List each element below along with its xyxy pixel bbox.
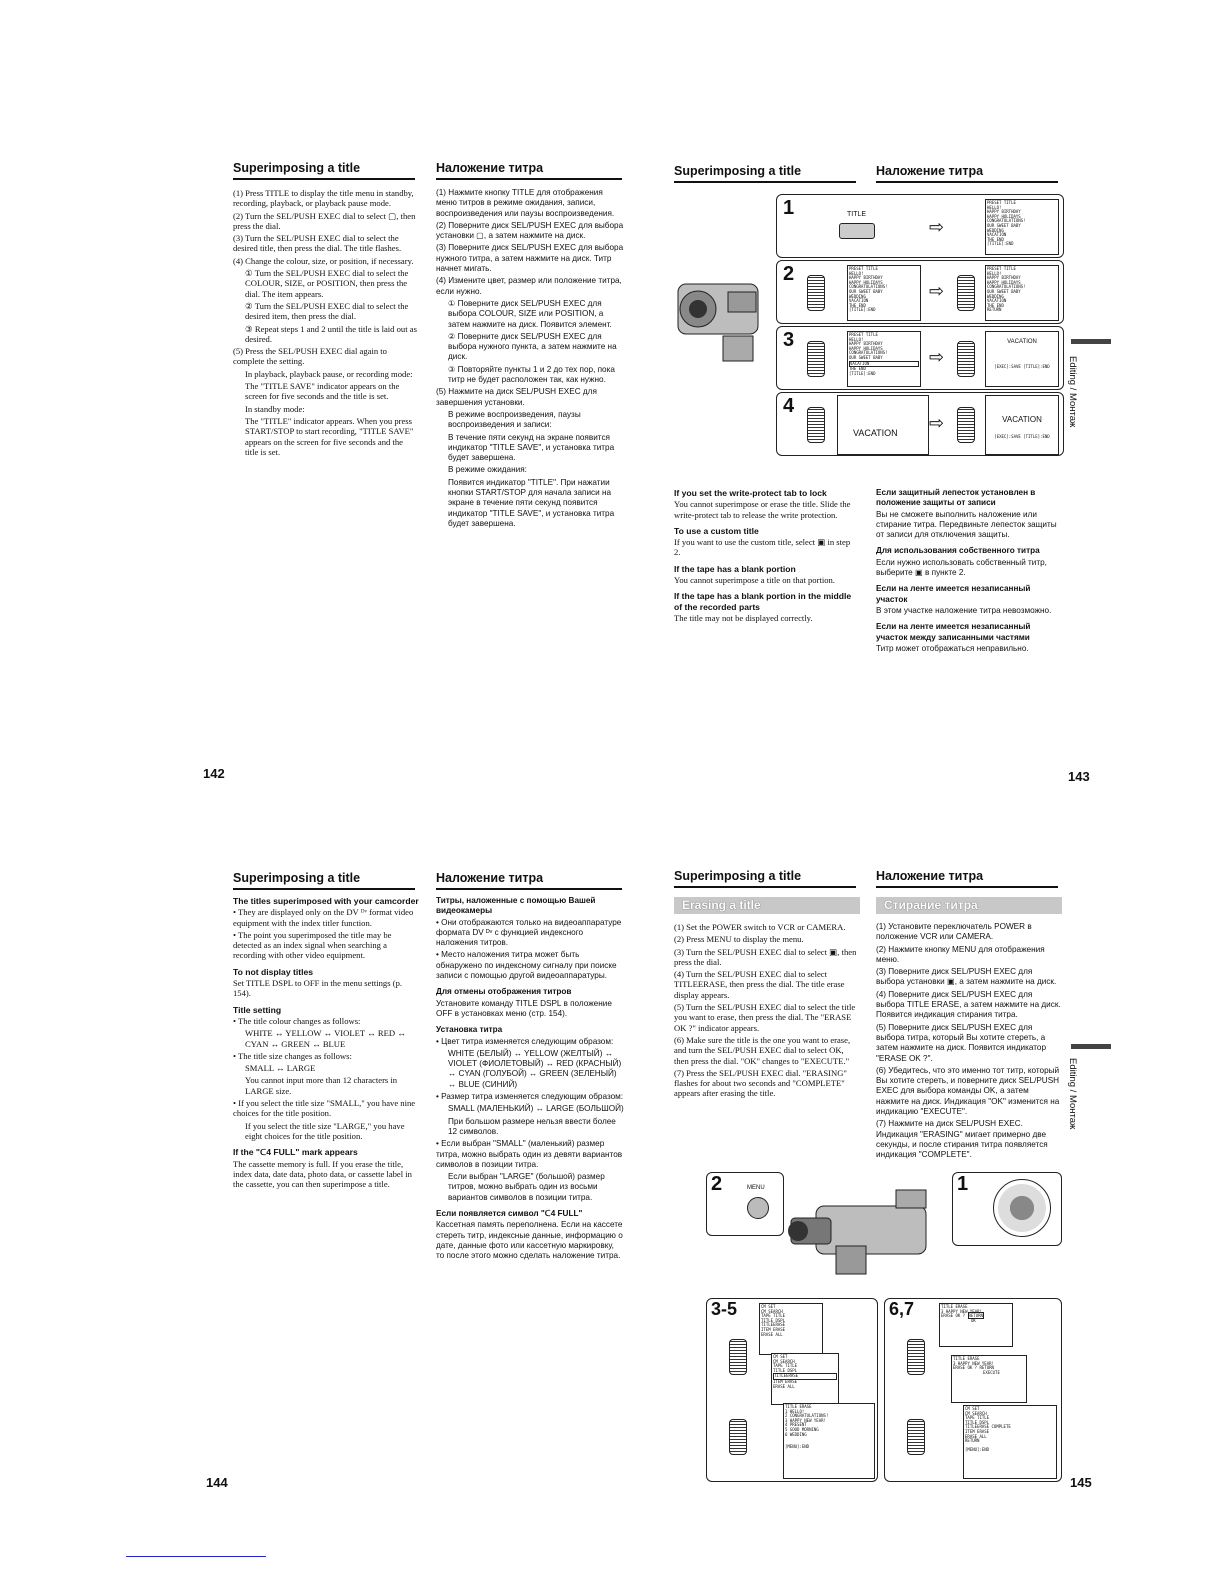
page-144-en-column — [233, 896, 419, 1191]
text-ru: SMALL (МАЛЕНЬКИЙ) ↔ LARGE (БОЛЬШОЙ) — [448, 1104, 624, 1114]
preset-title-screen-2: PRESET TITLE HELLO! HAPPY BIRTHDAY HAPPY HOLIDAYS CONGRATULATIONS! OUR SWEET BABY WEDDING VACATION THE END [TITLE]:END — [847, 265, 921, 321]
bottom-link-line — [126, 1556, 266, 1557]
text-ru: При большом размере нельзя ввести более 12 символов. — [448, 1116, 616, 1136]
note-text: You cannot superimpose a title on that portion. — [674, 575, 835, 586]
step-1: (1) Set the POWER switch to VCR or CAMERA. — [674, 922, 846, 932]
step-3-ru: (3) Поверните диск SEL/PUSH EXEC для выбора установки ▣, а затем нажмите на диск. — [876, 967, 1057, 987]
note-text: If you want to use the custom title, select ▣ in step 2. — [674, 537, 851, 558]
step-2-number: 2 — [783, 263, 795, 285]
step-1: (1) Press TITLE to display the title menu in standby, recording, playback, or playback pause mode. — [233, 188, 414, 209]
step-5-ru: (5) Нажмите на диск SEL/PUSH EXEC для завершения установки. — [436, 387, 597, 407]
page-144-header-ru: Наложение титра — [436, 871, 622, 890]
sel-push-exec-dial — [729, 1419, 747, 1455]
step-5-mode-a: In playback, playback pause, or recording mode: — [245, 368, 413, 379]
note-heading-ru: Если на ленте имеется незаписанный участок — [876, 584, 1031, 604]
text-ru: Если выбран "LARGE" (большой) размер титров, можно выбрать один из восьми вариантов символов в позиции титра. — [448, 1172, 605, 1202]
section-heading: To not display titles — [233, 966, 314, 977]
step-1-number: 1 — [783, 197, 795, 219]
step-3: (3) Turn the SEL/PUSH EXEC dial to select ▣, then press the dial. — [674, 946, 857, 967]
step-3: (3) Turn the SEL/PUSH EXEC dial to select the desired title, then press the dial. The title flashes. — [233, 233, 402, 254]
arrow-right-icon: ⇨ — [929, 217, 945, 238]
menu-button — [747, 1197, 769, 1219]
step-2-panel — [776, 260, 1064, 324]
bullet: • If you select the title size "SMALL," you have nine choices for the title position. — [233, 1098, 416, 1119]
step-4: (4) Turn the SEL/PUSH EXEC dial to select TITLEERASE, then press the dial. The title erase display appears. — [674, 969, 845, 1000]
steps-6-7-panel — [884, 1298, 1062, 1482]
bullet-ru: • Если выбран "SMALL" (маленький) размер титра, можно выбрать один из девяти вариантов символов в позиции титра. — [436, 1139, 623, 1169]
step-5-text-a-ru: В течение пяти секунд на экране появится индикатор "TITLE SAVE", и установка титра будет завершена. — [448, 432, 615, 463]
note-heading-ru: Если на ленте имеется незаписанный участок между записанными частями — [876, 622, 1031, 642]
arrow-right-icon: ⇨ — [929, 413, 945, 434]
step-5: (5) Press the SEL/PUSH EXEC dial again to complete the setting. — [233, 346, 387, 367]
preset-title-screen: PRESET TITLE HELLO! HAPPY BIRTHDAY HAPPY HOLIDAYS CONGRATULATIONS! OUR SWEET BABY WEDDING VACATION THE END [TITLE]:END — [985, 199, 1059, 255]
sel-push-exec-dial — [907, 1419, 925, 1455]
camcorder-illustration — [668, 264, 773, 369]
cm-set-menu-screen-2: CM SET CM SEARCH TAPE TITLE TITLE DSPL TITLEERASE ITEM ERASE ERASE ALL — [771, 1353, 839, 1405]
text: You cannot input more than 12 characters in LARGE size. — [245, 1075, 398, 1096]
page-142-header-en: Superimposing a title — [233, 161, 415, 180]
text: SMALL ↔ LARGE — [245, 1063, 316, 1074]
substep-2: ② Turn the SEL/PUSH EXEC dial to select the desired item, then press the dial. — [245, 300, 409, 322]
step-5-text-a: The "TITLE SAVE" indicator appears on the screen for five seconds and the title is set. — [245, 381, 400, 402]
step-1-panel — [776, 194, 1064, 258]
page-number-144: 144 — [206, 1475, 228, 1490]
bullet-ru: • Размер титра изменяется следующим образом: — [436, 1092, 624, 1102]
title-erase-list-screen: TITLE ERASE 1 HELLO! 2 CONGRATULATIONS! 3 HAPPY NEW YEAR! 4 PRESENT 5 GOOD MORNING 6 WEDDING [MENU]:END — [783, 1403, 875, 1479]
step-5: (5) Turn the SEL/PUSH EXEC dial to select the title you want to erase, then press the dial. The "ERASE OK ?" indicator appears. — [674, 1002, 856, 1033]
step-5-text-b-ru: Появится индикатор "TITLE". При нажатии кнопки START/STOP для начала записи на экране в течение пяти секунд появится индикатор "TITLE SAVE", и установка титра будет завершена. — [448, 477, 615, 528]
sel-push-exec-dial — [807, 407, 825, 443]
bullet: • The title size changes as follows: — [233, 1050, 352, 1061]
note-heading: If you set the write-protect tab to lock — [674, 488, 827, 498]
vacation-position-screen: VACATION — [837, 395, 929, 455]
step-3-panel — [776, 326, 1064, 390]
note-text: You cannot superimpose or erase the title. Slide the write-protect tab to release the write protection. — [674, 499, 851, 520]
step-7: (7) Press the SEL/PUSH EXEC dial. "ERASING" flashes for about two seconds and "COMPLETE" appears after erasing the title. — [674, 1067, 847, 1099]
title-button — [839, 223, 875, 239]
vacation-flash-screen: VACATION [EXEC]:SAVE [TITLE]:END — [985, 331, 1059, 387]
page-143-notes-ru — [876, 482, 1062, 656]
sel-push-exec-dial — [957, 341, 975, 377]
erasing-section-bar-en: Erasing a title — [674, 897, 860, 914]
vacation-saved-screen: VACATION [EXEC]:SAVE [TITLE]:END — [985, 395, 1059, 455]
section-heading: The titles superimposed with your camcorder — [233, 896, 419, 906]
sel-push-exec-dial — [957, 407, 975, 443]
note-heading-ru: Если защитный лепесток установлен в положение защиты от записи — [876, 488, 1036, 508]
section-heading-ru: Установка титра — [436, 1025, 503, 1035]
text: The cassette memory is full. If you erase the title, index data, date data, photo data, or cassette label in the cassette, you can then superimpose a title. — [233, 1158, 412, 1190]
text-ru: Установите команду TITLE DSPL в положение OFF в установках меню (стр. 154). — [436, 998, 612, 1018]
section-tab-marker — [1071, 339, 1111, 344]
step-4-ru: (4) Поверните диск SEL/PUSH EXEC для выбора TITLE ERASE, а затем нажмите на диск. Появится индикация стирания титра. — [876, 989, 1061, 1020]
step-5-text-b: The "TITLE" indicator appears. When you press START/STOP to start recording, "TITLE SAVE" appears on the screen for five seconds and the title is set. — [245, 415, 414, 457]
text: Set TITLE DSPL to OFF in the menu settings (p. 154). — [233, 978, 403, 999]
erase-execute-screen: TITLE ERASE 3 HAPPY NEW YEAR! ERASE OK ? RETURN EXECUTE — [951, 1355, 1027, 1403]
sel-push-exec-dial — [807, 341, 825, 377]
step-6-ru: (6) Убедитесь, что это именно тот титр, который Вы хотите стереть, и поверните диск SEL/PUSH EXEC для выбора команды OK, а затем нажмите на диск. Индикация "OK" изменится на индикацию "EXECUTE". — [876, 1065, 1060, 1117]
preset-title-screen-4: PRESET TITLE HELLO! HAPPY BIRTHDAY HAPPY HOLIDAYS CONGRATULATIONS! OUR SWEET BABY VACATION THE END [TITLE]:END — [847, 331, 921, 387]
erasing-section-bar-ru: Стирание титра — [876, 897, 1062, 914]
page-142-header-ru: Наложение титра — [436, 161, 622, 180]
cm-set-menu-screen: CM SET CM SEARCH TAPE TITLE TITLE DSPL TITLEERASE ITEM ERASE ERASE ALL — [759, 1303, 823, 1355]
page-number-142: 142 — [203, 766, 225, 781]
section-heading-ru: Если появляется символ "ᑕ4 FULL" — [436, 1209, 583, 1219]
note-heading: To use a custom title — [674, 525, 759, 536]
step-6: (6) Make sure the title is the one you want to erase, and turn the SEL/PUSH EXEC dial to select OK, then press the dial. "OK" changes to "EXECUTE." — [674, 1034, 851, 1066]
bullet-ru: • Место наложения титра может быть обнаружено по индексному сигналу при поиске записи с помощью другой видеоаппаратуры. — [436, 950, 617, 981]
arrow-right-icon: ⇨ — [929, 347, 945, 368]
note-text-ru: В этом участке наложение титра невозможно. — [876, 605, 1052, 615]
page-144-ru-column — [436, 896, 624, 1264]
step-5-mode-b: In standby mode: — [245, 403, 305, 414]
step-4: (4) Change the colour, size, or position, if necessary. — [233, 255, 414, 266]
steps-6-7-number: 6,7 — [889, 1299, 915, 1319]
page-143-header-ru: Наложение титра — [876, 164, 1058, 183]
substep-1: ① Turn the SEL/PUSH EXEC dial to select the COLOUR, SIZE, or POSITION, then press the dial. The item appears. — [245, 268, 409, 299]
camcorder-illustration — [786, 1186, 956, 1286]
steps-3-5-number: 3-5 — [711, 1299, 738, 1319]
step-1-number: 1 — [957, 1173, 969, 1195]
erase-steps-figure — [706, 1172, 1062, 1484]
page-145-ru-column — [876, 922, 1062, 1163]
note-heading: If the tape has a blank portion in the middle of the recorded parts — [674, 591, 852, 612]
page-143-header-en: Superimposing a title — [674, 164, 856, 183]
page-144-header-en: Superimposing a title — [233, 871, 415, 890]
note-text: The title may not be displayed correctly. — [674, 612, 813, 623]
substep-2-ru: ② Поверните диск SEL/PUSH EXEC для выбора нужного пункта, а затем нажмите на диск. — [448, 331, 617, 362]
step-4-panel — [776, 392, 1064, 456]
text-ru: Кассетная память переполнена. Если на кассете стереть титр, индексные данные, информацию о дате, данные фото или кассетную маркировку, то после этого можно сделать наложение титра. — [436, 1220, 623, 1261]
sel-push-exec-dial — [729, 1339, 747, 1375]
step-7-ru: (7) Нажмите на диск SEL/PUSH EXEC. Индикация "ERASING" мигает примерно две секунды, и после стирания титра появляется индикация "COMPLETE". — [876, 1119, 1048, 1160]
step-2-ru: (2) Поверните диск SEL/PUSH EXEC для выбора установки ▢, а затем нажмите на диск. — [436, 220, 624, 241]
text-ru: WHITE (БЕЛЫЙ) ↔ YELLOW (ЖЕЛТЫЙ) ↔ VIOLET (ФИОЛЕТОВЫЙ) ↔ RED (КРАСНЫЙ) ↔ CYAN (ГОЛУБОЙ) ↔ GREEN (ЗЕЛЕНЫЙ) ↔ BLUE (СИНИЙ) — [448, 1048, 622, 1089]
page-number-145: 145 — [1070, 1475, 1092, 1490]
note-heading: If the tape has a blank portion — [674, 563, 796, 574]
step-1-ru: (1) Нажмите кнопку TITLE для отображения меню титров в режиме ожидания, записи, воспроизведения или паузы воспроизведения. — [436, 188, 615, 218]
side-section-label: Editing / Монтаж — [1067, 1058, 1078, 1130]
page-143-notes-en — [674, 482, 858, 625]
page-number-143: 143 — [1068, 769, 1090, 784]
substep-3-ru: ③ Повторяйте пункты 1 и 2 до тех пор, пока титр не будет расположен так, как нужно. — [448, 364, 615, 385]
note-heading-ru: Для использования собственного титра — [876, 546, 1040, 556]
steps-3-5-panel — [706, 1298, 878, 1482]
erase-complete-screen: CM SET CM SEARCH TAPE TITLE TITLE DSPL TITLEERASE COMPLETE ITEM ERASE ERASE ALL RETURN [MENU]:END — [963, 1405, 1057, 1479]
page-142-ru-column — [436, 188, 624, 531]
section-heading-ru: Титры, наложенные с помощью Вашей видеокамеры — [436, 896, 596, 916]
step-2-ru: (2) Нажмите кнопку MENU для отображения меню. — [876, 944, 1045, 964]
page-145-header-en: Superimposing a title — [674, 869, 856, 888]
section-heading: If the "ᑕ4 FULL" mark appears — [233, 1147, 358, 1158]
step-4-ru: (4) Измените цвет, размер или положение титра, если нужно. — [436, 276, 622, 296]
arrow-right-icon: ⇨ — [929, 281, 945, 302]
note-text-ru: Вы не сможете выполнить наложение или стирание титра. Передвиньте лепесток защиты от записи для отключения защиты. — [876, 509, 1057, 540]
step-1-panel — [952, 1172, 1062, 1246]
bullet: • They are displayed only on the DV ᴰᵛ format video equipment with the index titler function. — [233, 907, 414, 928]
step-2-number: 2 — [711, 1173, 723, 1195]
bullet: • The point you superimposed the title may be detected as an index signal when searching a recording with other video equipment. — [233, 929, 392, 961]
power-switch-icon — [993, 1179, 1051, 1237]
bullet-ru: • Они отображаются только на видеоаппаратуре формата DV ᴰᵛ с функцией индексного наложения титров. — [436, 917, 622, 948]
bullet: • The title colour changes as follows: — [233, 1015, 361, 1026]
step-3-number: 3 — [783, 329, 795, 351]
note-text-ru: Титр может отображаться неправильно. — [876, 643, 1029, 653]
bullet-ru: • Цвет титра изменяется следующим образом: — [436, 1036, 614, 1046]
step-5-mode-a-ru: В режиме воспроизведения, паузы воспроизведения и записи: — [448, 409, 581, 430]
page-145-header-ru: Наложение титра — [876, 869, 1058, 888]
erase-ok-screen: TITLE ERASE 3 HAPPY NEW YEAR! ERASE OK ? RETURN OK — [939, 1303, 1013, 1347]
sel-push-exec-dial — [957, 275, 975, 311]
section-tab-marker — [1071, 1044, 1111, 1049]
step-5-ru: (5) Поверните диск SEL/PUSH EXEC для выбора титра, который Вы хотите стереть, а затем нажмите на диск. Появится индикатор "ERASE OK ?". — [876, 1022, 1047, 1063]
title-steps-figure — [666, 192, 1064, 460]
substep-3: ③ Repeat steps 1 and 2 until the title is laid out as desired. — [245, 323, 417, 344]
sel-push-exec-dial — [907, 1339, 925, 1375]
text: If you select the title size "LARGE," you have eight choices for the title position. — [245, 1120, 405, 1141]
preset-title-screen-3: PRESET TITLE HELLO! HAPPY BIRTHDAY HAPPY HOLIDAYS CONGRATULATIONS! OUR SWEET BABY WEDDING VACATION THE END RETURN — [985, 265, 1059, 321]
step-1-ru: (1) Установите переключатель POWER в положение VCR или CAMERA. — [876, 922, 1032, 942]
section-heading: Title setting — [233, 1004, 282, 1015]
page-142-en-column — [233, 188, 417, 459]
step-4-number: 4 — [783, 395, 795, 417]
step-2-panel — [706, 1172, 784, 1236]
substep-1-ru: ① Поверните диск SEL/PUSH EXEC для выбора COLOUR, SIZE или POSITION, а затем нажмите на диск. Появится элемент. — [448, 298, 612, 329]
title-button-label: TITLE — [847, 211, 867, 218]
text: WHITE ↔ YELLOW ↔ VIOLET ↔ RED ↔ CYAN ↔ GREEN ↔ BLUE — [245, 1028, 406, 1049]
note-text-ru: Если нужно использовать собственный титр, выберите ▣ в пункте 2. — [876, 557, 1047, 578]
step-2: (2) Turn the SEL/PUSH EXEC dial to select ▢, then press the dial. — [233, 210, 416, 231]
step-5-mode-b-ru: В режиме ожидания: — [448, 465, 527, 475]
page-145-en-column — [674, 922, 860, 1101]
step-2: (2) Press MENU to display the menu. — [674, 934, 804, 945]
side-section-label: Editing / Монтаж — [1067, 356, 1078, 428]
menu-button-label: MENU — [747, 1185, 765, 1191]
sel-push-exec-dial — [807, 275, 825, 311]
section-heading-ru: Для отмены отображения титров — [436, 987, 572, 997]
step-3-ru: (3) Поверните диск SEL/PUSH EXEC для выбора нужного титра, а затем нажмите на диск. Титр начнет мигать. — [436, 243, 624, 274]
